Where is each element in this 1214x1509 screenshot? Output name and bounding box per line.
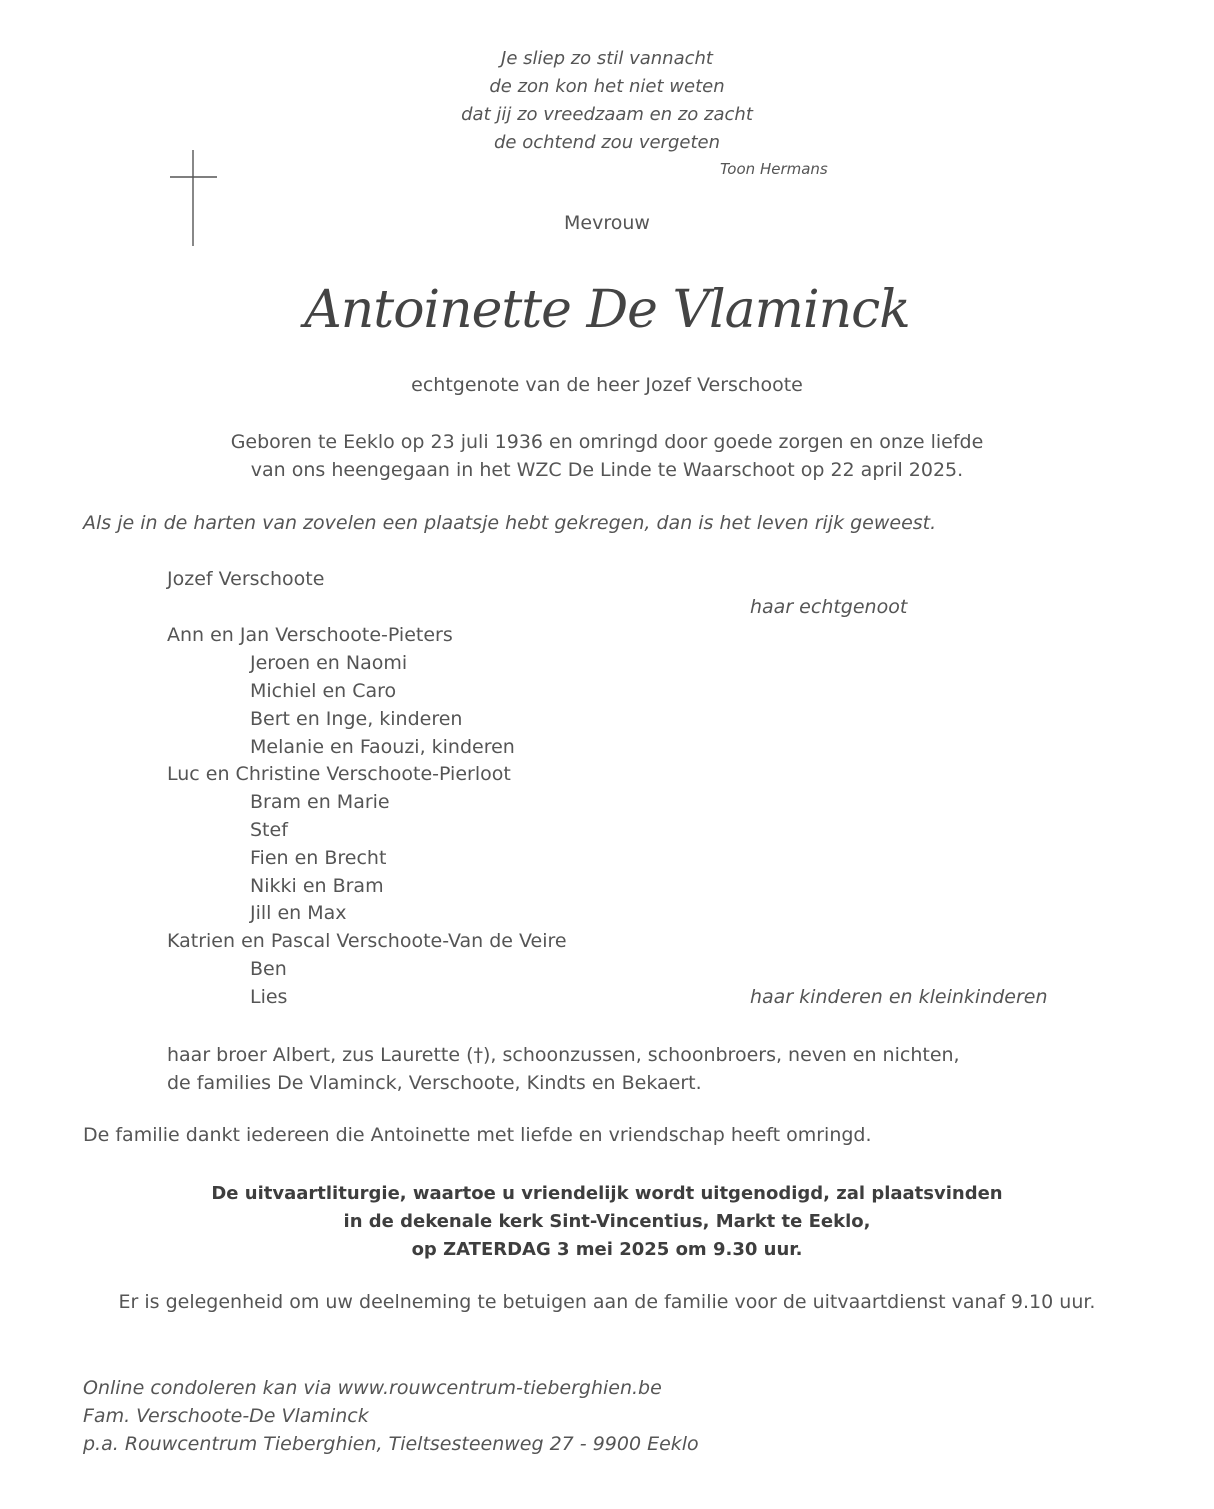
quote: Als je in de harten van zovelen een plaatsje hebt gekregen, dan is het leven rijk geweest. xyxy=(83,512,937,534)
funeral-line: De uitvaartliturgie, waartoe u vriendelijk wordt uitgenodigd, zal plaatsvinden xyxy=(211,1183,1003,1204)
thanks-text: De familie dankt iedereen die Antoinette met liefde en vriendschap heeft omringd. xyxy=(83,1124,872,1146)
extended-family-line: haar broer Albert, zus Laurette (†), schoonzussen, schoonbroers, neven en nichten, xyxy=(167,1044,960,1066)
honorific: Mevrouw xyxy=(564,212,650,234)
funeral-line: in de dekenale kerk Sint-Vincentius, Markt te Eeklo, xyxy=(343,1211,871,1232)
funeral-info xyxy=(0,1180,1214,1264)
family-member: Bram en Marie xyxy=(250,791,390,813)
spouse-line: echtgenote van de heer Jozef Verschoote xyxy=(411,374,803,396)
footer xyxy=(83,1374,699,1458)
family-member: Nikki en Bram xyxy=(250,875,384,897)
poem-line: Je sliep zo stil vannacht xyxy=(501,48,713,69)
extended-family xyxy=(167,1041,960,1097)
family-member: Lies xyxy=(250,986,288,1008)
birth-death-text xyxy=(0,428,1214,484)
poem-line: dat jij zo vreedzaam en zo zacht xyxy=(461,104,753,125)
funeral-line: op ZATERDAG 3 mei 2025 om 9.30 uur. xyxy=(411,1239,803,1260)
poem-line: de zon kon het niet weten xyxy=(489,76,725,97)
family-member: Stef xyxy=(250,819,288,841)
online-condolence-line: Online condoleren kan via www.rouwcentrum-tieberghien.be xyxy=(83,1377,662,1399)
family-children-role: haar kinderen en kleinkinderen xyxy=(750,986,1048,1008)
footer-address: p.a. Rouwcentrum Tieberghien, Tieltsesteenweg 27 - 9900 Eeklo xyxy=(83,1433,699,1455)
deceased-name: Antoinette De Vlaminck xyxy=(304,280,910,340)
family-member: Ben xyxy=(250,958,287,980)
family-member: Katrien en Pascal Verschoote-Van de Veire xyxy=(167,930,567,952)
condolence-text: Er is gelegenheid om uw deelneming te betuigen aan de familie voor de uitvaartdienst vanaf 9.10 uur. xyxy=(118,1291,1096,1313)
family-member: Luc en Christine Verschoote-Pierloot xyxy=(167,763,511,785)
poem-author: Toon Hermans xyxy=(720,160,828,178)
family-member: Michiel en Caro xyxy=(250,680,397,702)
poem-line: de ochtend zou vergeten xyxy=(494,132,720,153)
family-spouse-role: haar echtgenoot xyxy=(750,596,908,618)
footer-family: Fam. Verschoote-De Vlaminck xyxy=(83,1405,369,1427)
family-member: Fien en Brecht xyxy=(250,847,387,869)
family-member: Jeroen en Naomi xyxy=(250,652,408,674)
death-line: van ons heengegaan in het WZC De Linde te Waarschoot op 22 april 2025. xyxy=(250,459,964,481)
family-member: Bert en Inge, kinderen xyxy=(250,708,463,730)
family-spouse: Jozef Verschoote xyxy=(167,568,325,590)
birth-line: Geboren te Eeklo op 23 juli 1936 en omringd door goede zorgen en onze liefde xyxy=(230,431,984,453)
family-member: Jill en Max xyxy=(250,902,347,924)
family-member: Ann en Jan Verschoote-Pieters xyxy=(167,624,453,646)
poem xyxy=(0,45,1214,157)
extended-family-line: de families De Vlaminck, Verschoote, Kindts en Bekaert. xyxy=(167,1072,702,1094)
family-member: Melanie en Faouzi, kinderen xyxy=(250,736,515,758)
